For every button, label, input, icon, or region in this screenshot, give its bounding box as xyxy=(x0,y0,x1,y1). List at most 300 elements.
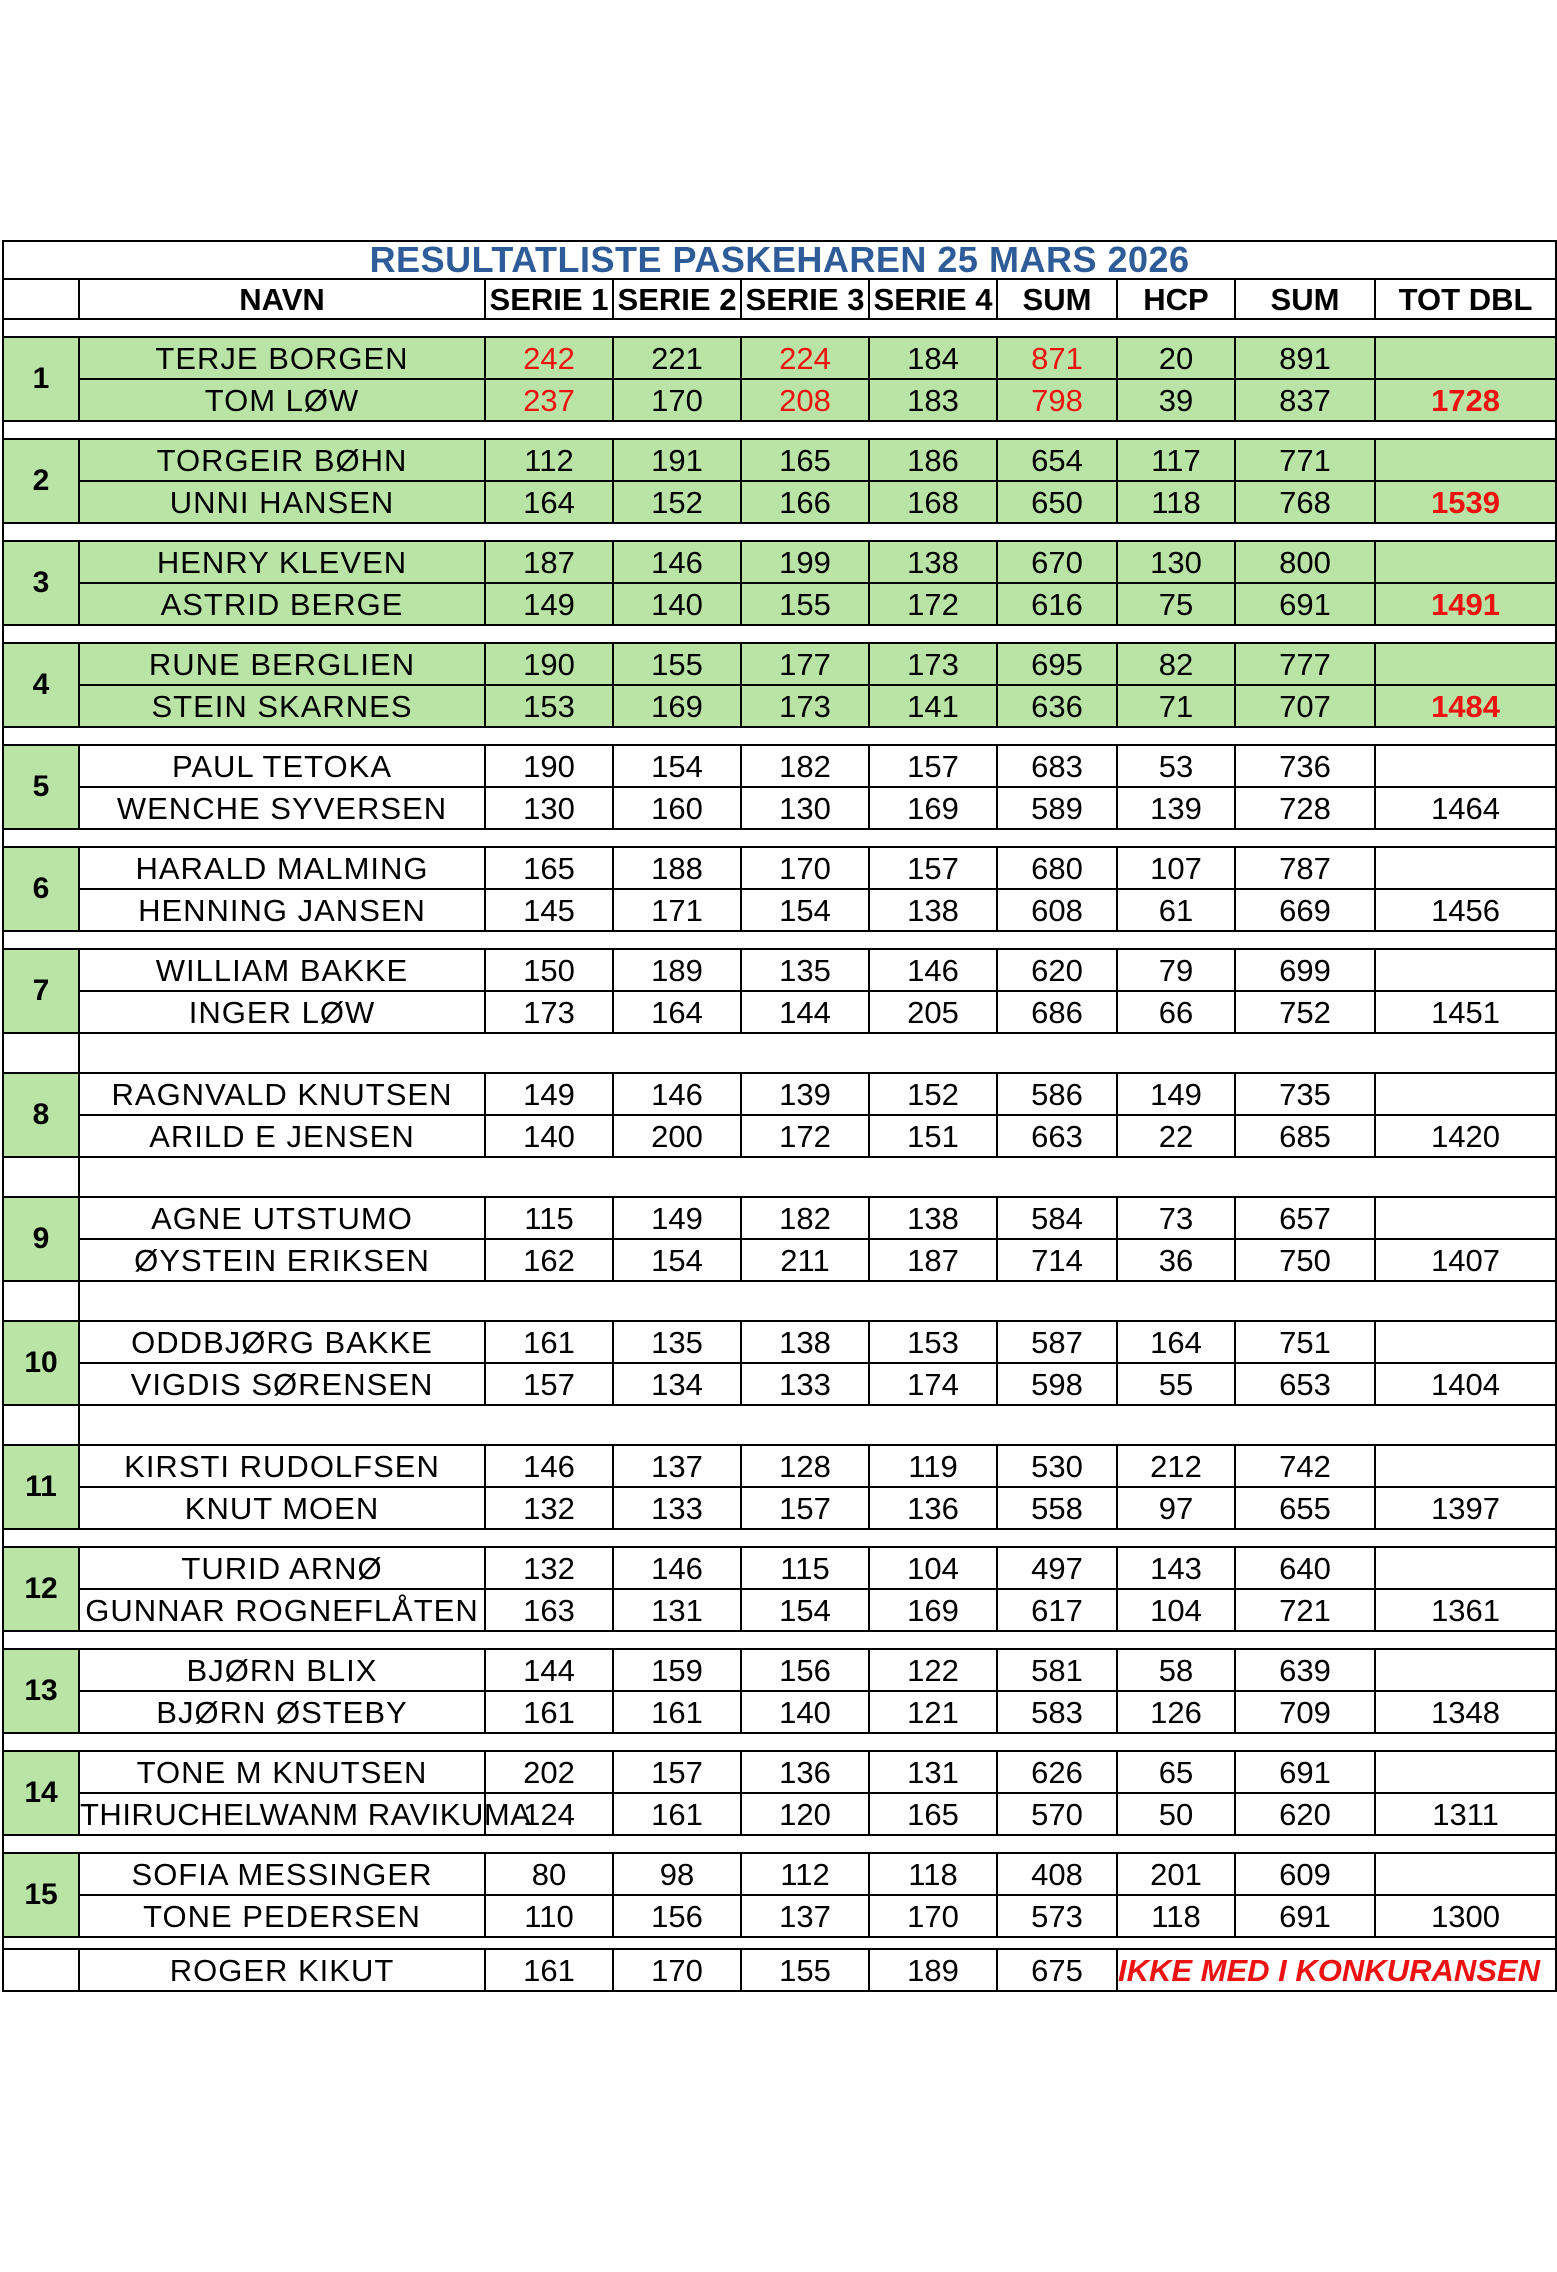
hcp-cell: 50 xyxy=(1117,1793,1235,1835)
tot-dbl-cell: 1464 xyxy=(1375,787,1556,829)
sum-cell: 683 xyxy=(997,745,1117,787)
spacer-row xyxy=(3,1281,1556,1321)
serie-3-cell: 144 xyxy=(741,991,869,1033)
serie-3-cell: 154 xyxy=(741,1589,869,1631)
serie-3-cell: 112 xyxy=(741,1853,869,1895)
serie-4-cell: 136 xyxy=(869,1487,997,1529)
tot-dbl-cell: 1456 xyxy=(1375,889,1556,931)
sum-cell: 581 xyxy=(997,1649,1117,1691)
player-name: HENNING JANSEN xyxy=(79,889,485,931)
serie-1-cell: 163 xyxy=(485,1589,613,1631)
player-name: INGER LØW xyxy=(79,991,485,1033)
player-name: ARILD E JENSEN xyxy=(79,1115,485,1157)
sum-cell: 798 xyxy=(997,379,1117,421)
spacer-row xyxy=(3,1033,1556,1073)
player-name: KNUT MOEN xyxy=(79,1487,485,1529)
tot-dbl-cell xyxy=(1375,541,1556,583)
table-row xyxy=(3,787,1556,829)
player-name: TONE M KNUTSEN xyxy=(79,1751,485,1793)
table-row xyxy=(3,1649,1556,1691)
player-name: TONE PEDERSEN xyxy=(79,1895,485,1937)
table-row xyxy=(3,847,1556,889)
serie-2-cell: 135 xyxy=(613,1321,741,1363)
sum-cell: 530 xyxy=(997,1445,1117,1487)
spacer-row xyxy=(3,829,1556,847)
sum-cell: 589 xyxy=(997,787,1117,829)
serie-2-cell: 134 xyxy=(613,1363,741,1405)
sum-cell: 570 xyxy=(997,1793,1117,1835)
table-row xyxy=(3,1793,1556,1835)
hcp-cell: 126 xyxy=(1117,1691,1235,1733)
player-name: AGNE UTSTUMO xyxy=(79,1197,485,1239)
table-row xyxy=(3,1751,1556,1793)
spacer-cell xyxy=(3,523,1556,541)
total-cell: 728 xyxy=(1235,787,1375,829)
serie-1-cell: 153 xyxy=(485,685,613,727)
spacer-cell xyxy=(3,1631,1556,1649)
tot-dbl-cell xyxy=(1375,337,1556,379)
serie-2-cell: 154 xyxy=(613,745,741,787)
serie-2-cell: 149 xyxy=(613,1197,741,1239)
total-cell: 685 xyxy=(1235,1115,1375,1157)
serie-4-cell: 152 xyxy=(869,1073,997,1115)
tot-dbl-cell xyxy=(1375,439,1556,481)
sum-cell: 654 xyxy=(997,439,1117,481)
table-row xyxy=(3,1589,1556,1631)
serie-3-cell: 140 xyxy=(741,1691,869,1733)
sum-cell: 408 xyxy=(997,1853,1117,1895)
tot-dbl-cell xyxy=(1375,1445,1556,1487)
serie-3-cell: 155 xyxy=(741,583,869,625)
sum-cell: 583 xyxy=(997,1691,1117,1733)
sum-cell: 636 xyxy=(997,685,1117,727)
serie-2-cell: 169 xyxy=(613,685,741,727)
player-name: SOFIA MESSINGER xyxy=(79,1853,485,1895)
tot-dbl-cell: 1361 xyxy=(1375,1589,1556,1631)
total-cell: 653 xyxy=(1235,1363,1375,1405)
player-name: GUNNAR ROGNEFLÅTEN xyxy=(79,1589,485,1631)
serie-1-cell: 173 xyxy=(485,991,613,1033)
player-name: ROGER KIKUT xyxy=(79,1949,485,1991)
player-name: PAUL TETOKA xyxy=(79,745,485,787)
serie-1-cell: 162 xyxy=(485,1239,613,1281)
rank-cell: 3 xyxy=(3,541,79,625)
tot-dbl-cell: 1348 xyxy=(1375,1691,1556,1733)
sum-cell: 617 xyxy=(997,1589,1117,1631)
serie-3-cell: 211 xyxy=(741,1239,869,1281)
serie-1-cell: 146 xyxy=(485,1445,613,1487)
header-total: SUM xyxy=(1235,279,1375,319)
table-row xyxy=(3,1445,1556,1487)
hcp-cell: 143 xyxy=(1117,1547,1235,1589)
serie-4-cell: 173 xyxy=(869,643,997,685)
total-cell: 709 xyxy=(1235,1691,1375,1733)
serie-2-cell: 154 xyxy=(613,1239,741,1281)
serie-3-cell: 170 xyxy=(741,847,869,889)
table-row xyxy=(3,1487,1556,1529)
tot-dbl-cell xyxy=(1375,1751,1556,1793)
hcp-cell: 104 xyxy=(1117,1589,1235,1631)
hcp-cell: 66 xyxy=(1117,991,1235,1033)
table-row xyxy=(3,1197,1556,1239)
serie-4-cell: 157 xyxy=(869,745,997,787)
serie-2-cell: 146 xyxy=(613,1073,741,1115)
player-name: TERJE BORGEN xyxy=(79,337,485,379)
serie-1-cell: 132 xyxy=(485,1547,613,1589)
serie-3-cell: 157 xyxy=(741,1487,869,1529)
table-row xyxy=(3,685,1556,727)
tot-dbl-cell xyxy=(1375,847,1556,889)
sum-cell: 663 xyxy=(997,1115,1117,1157)
extra-row xyxy=(3,1949,1556,1991)
spacer-cell xyxy=(3,421,1556,439)
sum-cell: 573 xyxy=(997,1895,1117,1937)
hcp-cell: 39 xyxy=(1117,379,1235,421)
hcp-cell: 58 xyxy=(1117,1649,1235,1691)
sum-cell: 620 xyxy=(997,949,1117,991)
serie-2-cell: 170 xyxy=(613,379,741,421)
tot-dbl-cell: 1539 xyxy=(1375,481,1556,523)
player-name: UNNI HANSEN xyxy=(79,481,485,523)
sum-cell: 680 xyxy=(997,847,1117,889)
serie-2-cell: 164 xyxy=(613,991,741,1033)
hcp-cell: 75 xyxy=(1117,583,1235,625)
tot-dbl-cell xyxy=(1375,1547,1556,1589)
total-cell: 691 xyxy=(1235,1751,1375,1793)
spacer-row xyxy=(3,727,1556,745)
player-name: BJØRN ØSTEBY xyxy=(79,1691,485,1733)
serie-3-cell: 120 xyxy=(741,1793,869,1835)
tot-dbl-cell: 1397 xyxy=(1375,1487,1556,1529)
player-name: ODDBJØRG BAKKE xyxy=(79,1321,485,1363)
table-row xyxy=(3,1321,1556,1363)
sum-cell: 586 xyxy=(997,1073,1117,1115)
total-cell: 639 xyxy=(1235,1649,1375,1691)
spacer-row xyxy=(3,625,1556,643)
serie-3-cell: 154 xyxy=(741,889,869,931)
player-name: WENCHE SYVERSEN xyxy=(79,787,485,829)
serie-2-cell: 146 xyxy=(613,1547,741,1589)
total-cell: 655 xyxy=(1235,1487,1375,1529)
serie-1-cell: 190 xyxy=(485,643,613,685)
serie-4-cell: 138 xyxy=(869,541,997,583)
serie-2-cell: 200 xyxy=(613,1115,741,1157)
tot-dbl-cell: 1407 xyxy=(1375,1239,1556,1281)
serie-4-cell: 172 xyxy=(869,583,997,625)
tot-dbl-cell: 1728 xyxy=(1375,379,1556,421)
hcp-cell: 118 xyxy=(1117,1895,1235,1937)
table-row xyxy=(3,1547,1556,1589)
serie-4-cell: 205 xyxy=(869,991,997,1033)
serie-1-cell: 161 xyxy=(485,1949,613,1991)
tot-dbl-cell xyxy=(1375,745,1556,787)
spacer-cell xyxy=(79,1405,1556,1445)
serie-3-cell: 133 xyxy=(741,1363,869,1405)
table-row xyxy=(3,1073,1556,1115)
serie-1-cell: 145 xyxy=(485,889,613,931)
serie-2-cell: 189 xyxy=(613,949,741,991)
serie-2-cell: 137 xyxy=(613,1445,741,1487)
table-row xyxy=(3,379,1556,421)
serie-4-cell: 131 xyxy=(869,1751,997,1793)
serie-4-cell: 169 xyxy=(869,1589,997,1631)
serie-3-cell: 166 xyxy=(741,481,869,523)
serie-3-cell: 138 xyxy=(741,1321,869,1363)
header-navn: NAVN xyxy=(79,279,485,319)
spacer-cell xyxy=(3,1937,1556,1949)
tot-dbl-cell: 1311 xyxy=(1375,1793,1556,1835)
tot-dbl-cell: 1420 xyxy=(1375,1115,1556,1157)
serie-1-cell: 144 xyxy=(485,1649,613,1691)
serie-4-cell: 189 xyxy=(869,1949,997,1991)
tot-dbl-cell xyxy=(1375,1197,1556,1239)
player-name: KIRSTI RUDOLFSEN xyxy=(79,1445,485,1487)
rank-cell: 2 xyxy=(3,439,79,523)
serie-1-cell: 112 xyxy=(485,439,613,481)
rank-cell: 4 xyxy=(3,643,79,727)
header-row xyxy=(3,279,1556,319)
player-name: TURID ARNØ xyxy=(79,1547,485,1589)
spacer-cell xyxy=(79,1157,1556,1197)
total-cell: 691 xyxy=(1235,583,1375,625)
table-row xyxy=(3,1363,1556,1405)
table-row xyxy=(3,337,1556,379)
player-name: HARALD MALMING xyxy=(79,847,485,889)
sum-cell: 675 xyxy=(997,1949,1117,1991)
sum-cell: 670 xyxy=(997,541,1117,583)
rank-cell: 5 xyxy=(3,745,79,829)
serie-1-cell: 242 xyxy=(485,337,613,379)
hcp-cell: 79 xyxy=(1117,949,1235,991)
total-cell: 736 xyxy=(1235,745,1375,787)
serie-1-cell: 132 xyxy=(485,1487,613,1529)
total-cell: 771 xyxy=(1235,439,1375,481)
total-cell: 657 xyxy=(1235,1197,1375,1239)
serie-4-cell: 146 xyxy=(869,949,997,991)
serie-4-cell: 141 xyxy=(869,685,997,727)
total-cell: 699 xyxy=(1235,949,1375,991)
spacer-row xyxy=(3,421,1556,439)
serie-1-cell: 165 xyxy=(485,847,613,889)
serie-3-cell: 182 xyxy=(741,1197,869,1239)
table-row xyxy=(3,745,1556,787)
total-cell: 735 xyxy=(1235,1073,1375,1115)
serie-4-cell: 153 xyxy=(869,1321,997,1363)
tot-dbl-cell xyxy=(1375,1649,1556,1691)
rank-cell: 8 xyxy=(3,1073,79,1157)
serie-3-cell: 172 xyxy=(741,1115,869,1157)
table-row xyxy=(3,439,1556,481)
spacer-row xyxy=(3,1937,1556,1949)
tot-dbl-cell: 1451 xyxy=(1375,991,1556,1033)
hcp-cell: 71 xyxy=(1117,685,1235,727)
spacer-cell xyxy=(79,1033,1556,1073)
tot-dbl-cell xyxy=(1375,1073,1556,1115)
serie-4-cell: 184 xyxy=(869,337,997,379)
total-cell: 768 xyxy=(1235,481,1375,523)
serie-4-cell: 122 xyxy=(869,1649,997,1691)
serie-1-cell: 150 xyxy=(485,949,613,991)
serie-4-cell: 169 xyxy=(869,787,997,829)
spacer-row xyxy=(3,1529,1556,1547)
total-cell: 777 xyxy=(1235,643,1375,685)
serie-1-cell: 164 xyxy=(485,481,613,523)
serie-3-cell: 139 xyxy=(741,1073,869,1115)
rank-cell: 10 xyxy=(3,1321,79,1405)
spacer-cell xyxy=(3,1033,79,1073)
serie-2-cell: 131 xyxy=(613,1589,741,1631)
sum-cell: 558 xyxy=(997,1487,1117,1529)
serie-1-cell: 190 xyxy=(485,745,613,787)
serie-4-cell: 118 xyxy=(869,1853,997,1895)
total-cell: 640 xyxy=(1235,1547,1375,1589)
serie-2-cell: 140 xyxy=(613,583,741,625)
rank-cell: 1 xyxy=(3,337,79,421)
header-hcp: HCP xyxy=(1117,279,1235,319)
serie-4-cell: 174 xyxy=(869,1363,997,1405)
serie-1-cell: 149 xyxy=(485,583,613,625)
tot-dbl-cell: 1404 xyxy=(1375,1363,1556,1405)
total-cell: 837 xyxy=(1235,379,1375,421)
hcp-cell: 20 xyxy=(1117,337,1235,379)
total-cell: 721 xyxy=(1235,1589,1375,1631)
spacer-cell xyxy=(3,727,1556,745)
serie-1-cell: 157 xyxy=(485,1363,613,1405)
hcp-cell: 118 xyxy=(1117,481,1235,523)
table-row xyxy=(3,481,1556,523)
hcp-cell: 55 xyxy=(1117,1363,1235,1405)
player-name: WILLIAM BAKKE xyxy=(79,949,485,991)
sum-cell: 686 xyxy=(997,991,1117,1033)
header-serie-2: SERIE 2 xyxy=(613,279,741,319)
serie-2-cell: 133 xyxy=(613,1487,741,1529)
spacer-cell xyxy=(3,829,1556,847)
player-name: HENRY KLEVEN xyxy=(79,541,485,583)
title-row xyxy=(3,241,1556,279)
player-name: ØYSTEIN ERIKSEN xyxy=(79,1239,485,1281)
serie-3-cell: 224 xyxy=(741,337,869,379)
tot-dbl-cell xyxy=(1375,1321,1556,1363)
spacer-cell xyxy=(79,1281,1556,1321)
player-name: RUNE BERGLIEN xyxy=(79,643,485,685)
spacer-cell xyxy=(3,931,1556,949)
player-name: ASTRID BERGE xyxy=(79,583,485,625)
serie-3-cell: 155 xyxy=(741,1949,869,1991)
serie-1-cell: 140 xyxy=(485,1115,613,1157)
sum-cell: 650 xyxy=(997,481,1117,523)
table-row xyxy=(3,1239,1556,1281)
spacer-row xyxy=(3,523,1556,541)
table-row xyxy=(3,991,1556,1033)
rank-cell: 9 xyxy=(3,1197,79,1281)
hcp-cell: 130 xyxy=(1117,541,1235,583)
player-name: STEIN SKARNES xyxy=(79,685,485,727)
serie-4-cell: 138 xyxy=(869,1197,997,1239)
table-row xyxy=(3,1895,1556,1937)
table-row xyxy=(3,643,1556,685)
spacer-row xyxy=(3,1835,1556,1853)
header-serie-3: SERIE 3 xyxy=(741,279,869,319)
spacer-row xyxy=(3,1733,1556,1751)
tot-dbl-cell xyxy=(1375,1853,1556,1895)
table-row xyxy=(3,949,1556,991)
table-row xyxy=(3,1853,1556,1895)
serie-1-cell: 161 xyxy=(485,1691,613,1733)
total-cell: 750 xyxy=(1235,1239,1375,1281)
serie-3-cell: 137 xyxy=(741,1895,869,1937)
sum-cell: 497 xyxy=(997,1547,1117,1589)
spacer-cell xyxy=(3,319,1556,337)
serie-2-cell: 171 xyxy=(613,889,741,931)
sum-cell: 714 xyxy=(997,1239,1117,1281)
not-competing-note: IKKE MED I KONKURANSEN xyxy=(1117,1949,1556,1991)
player-name: VIGDIS SØRENSEN xyxy=(79,1363,485,1405)
spacer-cell xyxy=(3,1835,1556,1853)
serie-2-cell: 161 xyxy=(613,1691,741,1733)
tot-dbl-cell xyxy=(1375,643,1556,685)
rank-cell: 7 xyxy=(3,949,79,1033)
total-cell: 620 xyxy=(1235,1793,1375,1835)
serie-4-cell: 183 xyxy=(869,379,997,421)
tot-dbl-cell: 1484 xyxy=(1375,685,1556,727)
spacer-cell xyxy=(3,625,1556,643)
serie-3-cell: 173 xyxy=(741,685,869,727)
table-row xyxy=(3,1115,1556,1157)
header-tot-dbl: TOT DBL xyxy=(1375,279,1556,319)
spacer-cell xyxy=(3,1281,79,1321)
results-table xyxy=(2,240,1557,1992)
serie-1-cell: 115 xyxy=(485,1197,613,1239)
hcp-cell: 82 xyxy=(1117,643,1235,685)
serie-3-cell: 165 xyxy=(741,439,869,481)
total-cell: 609 xyxy=(1235,1853,1375,1895)
serie-1-cell: 202 xyxy=(485,1751,613,1793)
total-cell: 691 xyxy=(1235,1895,1375,1937)
serie-4-cell: 168 xyxy=(869,481,997,523)
serie-3-cell: 130 xyxy=(741,787,869,829)
serie-2-cell: 157 xyxy=(613,1751,741,1793)
serie-3-cell: 182 xyxy=(741,745,869,787)
player-name: BJØRN BLIX xyxy=(79,1649,485,1691)
hcp-cell: 107 xyxy=(1117,847,1235,889)
sum-cell: 608 xyxy=(997,889,1117,931)
serie-1-cell: 187 xyxy=(485,541,613,583)
serie-2-cell: 221 xyxy=(613,337,741,379)
serie-4-cell: 170 xyxy=(869,1895,997,1937)
hcp-cell: 212 xyxy=(1117,1445,1235,1487)
hcp-cell: 36 xyxy=(1117,1239,1235,1281)
serie-2-cell: 156 xyxy=(613,1895,741,1937)
serie-3-cell: 115 xyxy=(741,1547,869,1589)
hcp-cell: 22 xyxy=(1117,1115,1235,1157)
serie-3-cell: 136 xyxy=(741,1751,869,1793)
spacer-row xyxy=(3,319,1556,337)
serie-2-cell: 98 xyxy=(613,1853,741,1895)
serie-2-cell: 159 xyxy=(613,1649,741,1691)
rank-cell: 15 xyxy=(3,1853,79,1937)
total-cell: 800 xyxy=(1235,541,1375,583)
hcp-cell: 73 xyxy=(1117,1197,1235,1239)
page-title: RESULTATLISTE PASKEHAREN 25 MARS 2026 xyxy=(3,241,1556,279)
player-name: TORGEIR BØHN xyxy=(79,439,485,481)
serie-4-cell: 186 xyxy=(869,439,997,481)
serie-2-cell: 170 xyxy=(613,1949,741,1991)
hcp-cell: 201 xyxy=(1117,1853,1235,1895)
serie-4-cell: 151 xyxy=(869,1115,997,1157)
total-cell: 752 xyxy=(1235,991,1375,1033)
serie-2-cell: 155 xyxy=(613,643,741,685)
serie-3-cell: 208 xyxy=(741,379,869,421)
